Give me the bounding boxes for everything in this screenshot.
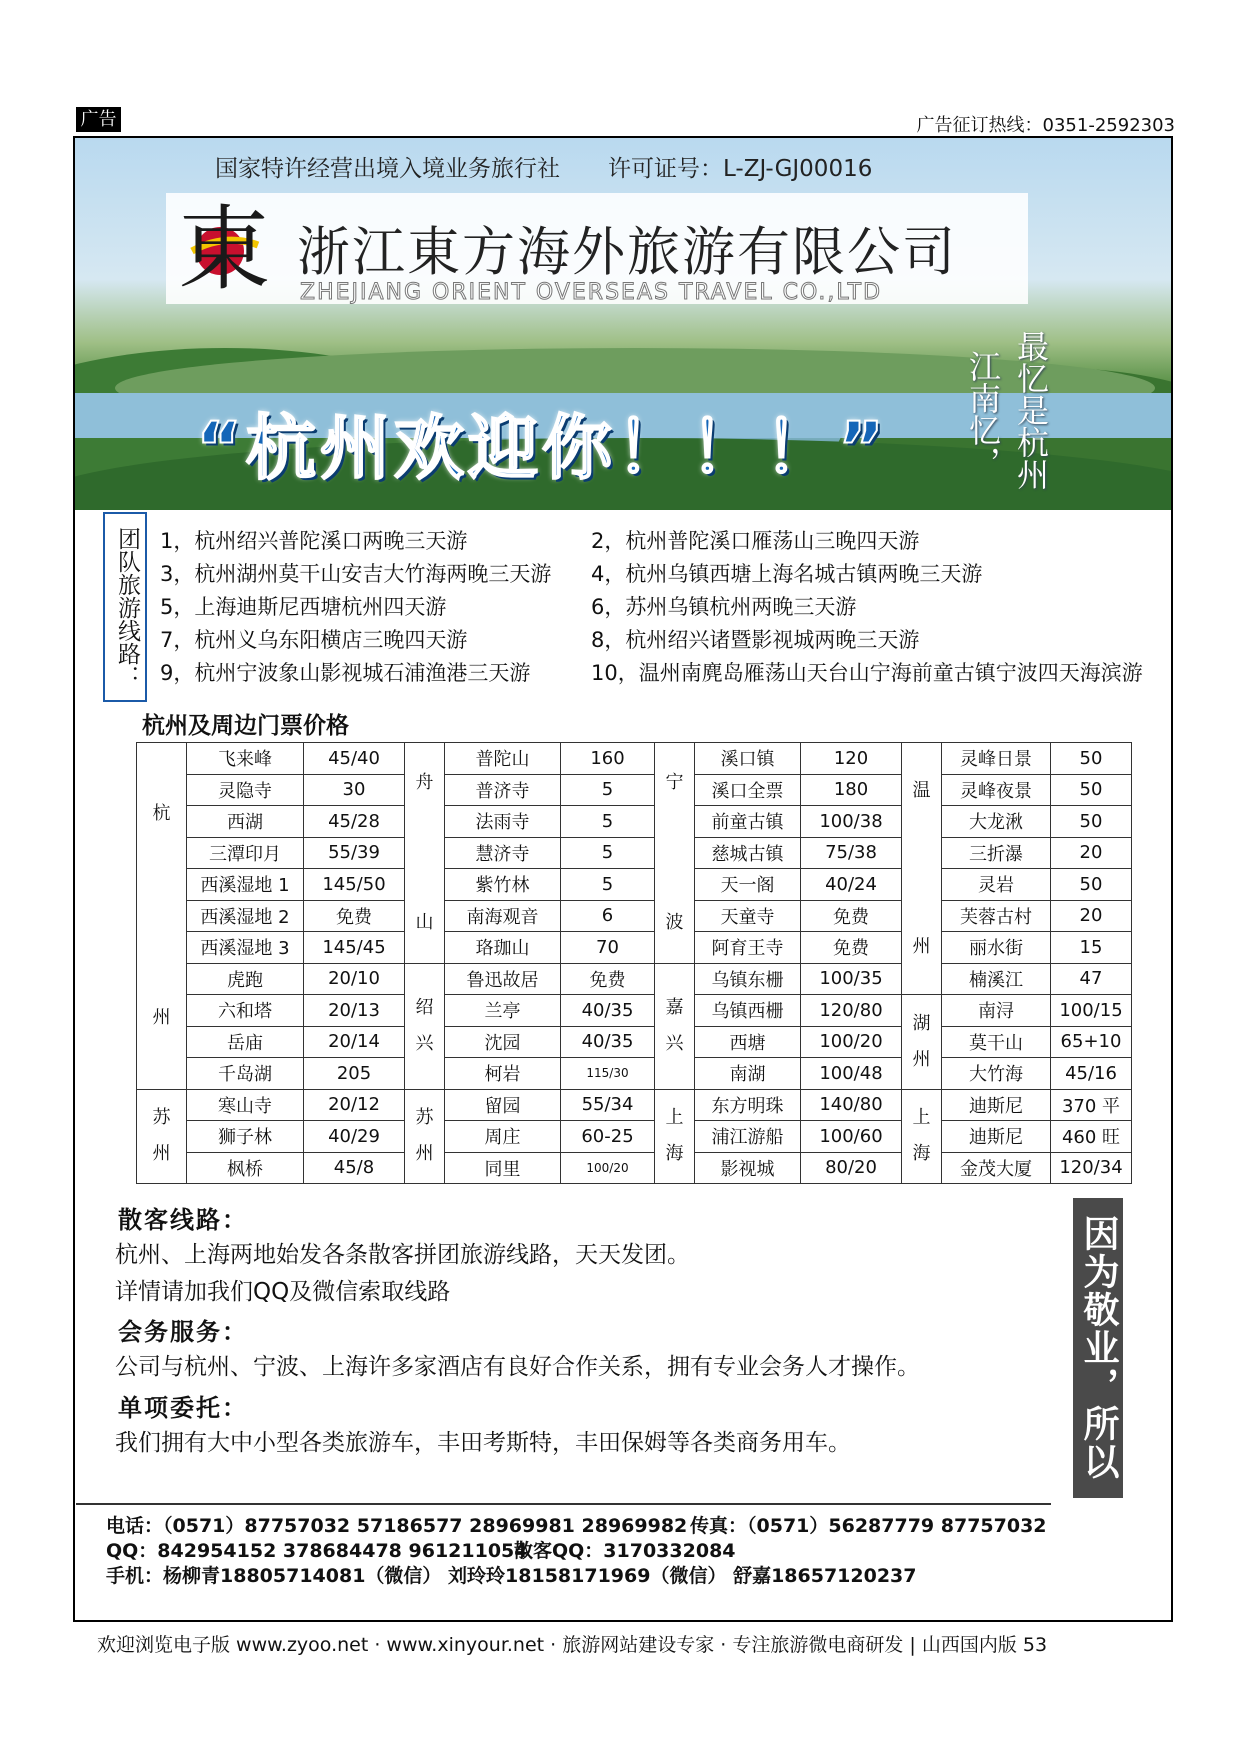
ticket-prices-title: 杭州及周边门票价格	[142, 713, 349, 739]
attraction-price: 100/60	[801, 1121, 902, 1153]
attraction-name: 莫干山	[942, 1026, 1051, 1058]
attraction-name: 枫桥	[187, 1152, 304, 1184]
attraction-name: 岳庙	[187, 1026, 304, 1058]
route-item: 2，杭州普陀溪口雁荡山三晚四天游	[591, 529, 920, 553]
attraction-name: 天一阁	[695, 869, 801, 901]
attraction-name: 南湖	[695, 1058, 801, 1090]
attraction-price: 100/38	[801, 806, 902, 838]
region-char: 苏	[415, 1107, 434, 1129]
region-char: 州	[152, 1006, 171, 1028]
contact-qq: QQ：842954152 378684478 961211054	[106, 1540, 528, 1562]
attraction-name: 留园	[445, 1089, 561, 1121]
attraction-price: 100/15	[1051, 995, 1132, 1027]
attraction-name: 迪斯尼	[942, 1121, 1051, 1153]
attraction-name: 飞来峰	[187, 743, 304, 775]
attraction-price: 47	[1051, 963, 1132, 995]
region-cell	[902, 1089, 942, 1184]
attraction-price: 145/50	[304, 869, 405, 901]
attraction-price: 60-25	[561, 1121, 655, 1153]
slogan: “杭州欢迎你！！！”	[196, 407, 889, 489]
route-item: 9，杭州宁波象山影视城石浦渔港三天游	[160, 661, 531, 685]
price-row	[137, 1089, 1132, 1121]
attraction-name: 法雨寺	[445, 806, 561, 838]
attraction-price: 80/20	[801, 1152, 902, 1184]
attraction-price: 20/12	[304, 1089, 405, 1121]
sanke-title: 散客线路：	[118, 1205, 248, 1234]
route-item: 6，苏州乌镇杭州两晚三天游	[591, 595, 857, 619]
attraction-price: 20	[1051, 837, 1132, 869]
attraction-name: 普济寺	[445, 774, 561, 806]
attraction-price: 120/80	[801, 995, 902, 1027]
attraction-name: 东方明珠	[695, 1089, 801, 1121]
attraction-name: 六和塔	[187, 995, 304, 1027]
region-char: 绍	[415, 997, 434, 1018]
route-item: 7，杭州义乌东阳横店三晚四天游	[160, 628, 468, 652]
route-item: 3，杭州湖州莫干山安吉大竹海两晚三天游	[160, 562, 552, 586]
attraction-name: 溪口全票	[695, 774, 801, 806]
attraction-price: 45/28	[304, 806, 405, 838]
attraction-price: 205	[304, 1058, 405, 1090]
attraction-price: 5	[561, 806, 655, 838]
region-char: 温	[912, 779, 931, 801]
attraction-name: 兰亭	[445, 995, 561, 1027]
ticket-price-table	[136, 742, 1132, 1184]
attraction-price: 115/30	[561, 1058, 655, 1090]
region-char: 上	[912, 1107, 931, 1129]
attraction-name: 丽水街	[942, 932, 1051, 964]
attraction-name: 西溪湿地 2	[187, 900, 304, 932]
attraction-price: 免费	[801, 900, 902, 932]
attraction-price: 45/16	[1051, 1058, 1132, 1090]
attraction-name: 金茂大厦	[942, 1152, 1051, 1184]
logo-character: 東	[177, 196, 271, 303]
attraction-price: 50	[1051, 743, 1132, 775]
attraction-price: 5	[561, 837, 655, 869]
price-row	[137, 743, 1132, 775]
company-logo-mark	[170, 193, 280, 303]
contact-phone: 电话：（0571）87757032 57186577 28969981 28969982	[106, 1515, 688, 1537]
attraction-name: 西溪湿地 1	[187, 869, 304, 901]
region-char: 宁	[665, 771, 684, 793]
attraction-name: 影视城	[695, 1152, 801, 1184]
price-row	[137, 932, 1132, 964]
region-cell	[405, 743, 445, 964]
attraction-price: 100/20	[801, 1026, 902, 1058]
attraction-name: 慧济寺	[445, 837, 561, 869]
region-char: 湖	[912, 1012, 931, 1034]
region-char: 兴	[665, 1033, 684, 1054]
ad-tag: 广告	[76, 107, 121, 132]
attraction-name: 溪口镇	[695, 743, 801, 775]
region-char: 舟	[415, 771, 434, 793]
region-char: 上	[665, 1107, 684, 1129]
huiwu-title: 会务服务：	[118, 1317, 248, 1346]
attraction-price: 5	[561, 869, 655, 901]
attraction-name: 西塘	[695, 1026, 801, 1058]
attraction-price: 20/10	[304, 963, 405, 995]
attraction-price: 20/14	[304, 1026, 405, 1058]
attraction-name: 阿育王寺	[695, 932, 801, 964]
ad-hotline: 广告征订热线：0351-2592303	[916, 115, 1175, 136]
attraction-price: 100/35	[801, 963, 902, 995]
contact-mobile: 手机：杨柳青18805714081（微信） 刘玲玲18158171969（微信） 舒嘉18657120237	[106, 1565, 917, 1587]
attraction-name: 迪斯尼	[942, 1089, 1051, 1121]
attraction-name: 浦江游船	[695, 1121, 801, 1153]
attraction-price: 160	[561, 743, 655, 775]
attraction-name: 乌镇东栅	[695, 963, 801, 995]
sanke-line: 杭州、上海两地始发各条散客拼团旅游线路，天天发团。	[115, 1242, 690, 1268]
region-char: 波	[665, 911, 684, 933]
region-cell	[655, 1089, 695, 1184]
attraction-price: 70	[561, 932, 655, 964]
attraction-name: 南浔	[942, 995, 1051, 1027]
region-cell	[137, 1089, 187, 1184]
price-row	[137, 1121, 1132, 1153]
attraction-price: 15	[1051, 932, 1132, 964]
attraction-name: 芙蓉古村	[942, 900, 1051, 932]
attraction-name: 千岛湖	[187, 1058, 304, 1090]
attraction-name: 乌镇西栅	[695, 995, 801, 1027]
region-char: 州	[152, 1143, 171, 1165]
region-char: 海	[912, 1143, 931, 1165]
attraction-price: 45/40	[304, 743, 405, 775]
attraction-price: 免费	[304, 900, 405, 932]
attraction-price: 460 旺	[1051, 1121, 1132, 1153]
attraction-name: 周庄	[445, 1121, 561, 1153]
contact-fax: 传真：（0571）56287779 87757032	[690, 1515, 1047, 1537]
attraction-price: 75/38	[801, 837, 902, 869]
license-agency: 国家特许经营出境入境业务旅行社	[215, 156, 560, 182]
attraction-price: 145/45	[304, 932, 405, 964]
attraction-price: 免费	[801, 932, 902, 964]
attraction-name: 三潭印月	[187, 837, 304, 869]
license-line	[215, 150, 920, 183]
region-cell	[902, 743, 942, 995]
price-row	[137, 869, 1132, 901]
poem-column-2: 最忆是杭州	[1012, 330, 1050, 490]
attraction-price: 40/35	[561, 1026, 655, 1058]
price-row	[137, 1026, 1132, 1058]
attraction-price: 20/13	[304, 995, 405, 1027]
attraction-price: 20	[1051, 900, 1132, 932]
attraction-name: 鲁迅故居	[445, 963, 561, 995]
price-row	[137, 837, 1132, 869]
attraction-name: 柯岩	[445, 1058, 561, 1090]
price-row	[137, 1152, 1132, 1184]
attraction-price: 120/34	[1051, 1152, 1132, 1184]
huiwu-line: 公司与杭州、宁波、上海许多家酒店有良好合作关系，拥有专业会务人才操作。	[115, 1354, 920, 1380]
calligraphy-poem	[960, 330, 1070, 500]
region-cell	[655, 963, 695, 1089]
region-char: 海	[665, 1143, 684, 1165]
attraction-price: 100/48	[801, 1058, 902, 1090]
attraction-name: 慈城古镇	[695, 837, 801, 869]
attraction-name: 大竹海	[942, 1058, 1051, 1090]
attraction-name: 灵岩	[942, 869, 1051, 901]
danxiang-line: 我们拥有大中小型各类旅游车，丰田考斯特，丰田保姆等各类商务用车。	[115, 1430, 851, 1456]
attraction-name: 西湖	[187, 806, 304, 838]
attraction-price: 100/20	[561, 1152, 655, 1184]
attraction-price: 40/24	[801, 869, 902, 901]
attraction-price: 50	[1051, 869, 1132, 901]
attraction-name: 寒山寺	[187, 1089, 304, 1121]
attraction-price: 180	[801, 774, 902, 806]
group-routes-label: 团队旅游线路：	[103, 512, 147, 702]
attraction-price: 370 平	[1051, 1089, 1132, 1121]
price-row	[137, 900, 1132, 932]
region-char: 州	[912, 1048, 931, 1070]
attraction-name: 狮子林	[187, 1121, 304, 1153]
route-item: 1，杭州绍兴普陀溪口两晚三天游	[160, 529, 468, 553]
attraction-price: 120	[801, 743, 902, 775]
region-char: 苏	[152, 1107, 171, 1129]
region-char: 山	[415, 911, 434, 933]
attraction-price: 55/34	[561, 1089, 655, 1121]
attraction-price: 45/8	[304, 1152, 405, 1184]
attraction-price: 5	[561, 774, 655, 806]
license-number: 许可证号：L-ZJ-GJ00016	[608, 156, 873, 182]
attraction-price: 40/29	[304, 1121, 405, 1153]
price-row	[137, 774, 1132, 806]
attraction-price: 30	[304, 774, 405, 806]
attraction-name: 灵隐寺	[187, 774, 304, 806]
attraction-name: 珞珈山	[445, 932, 561, 964]
price-row	[137, 806, 1132, 838]
attraction-name: 灵峰夜景	[942, 774, 1051, 806]
attraction-name: 灵峰日景	[942, 743, 1051, 775]
attraction-name: 虎跑	[187, 963, 304, 995]
attraction-price: 50	[1051, 774, 1132, 806]
price-row	[137, 1058, 1132, 1090]
attraction-name: 天童寺	[695, 900, 801, 932]
attraction-name: 沈园	[445, 1026, 561, 1058]
page-footer: 欢迎浏览电子版 www.zyoo.net · www.xinyour.net · 旅游网站建设专家 · 专注旅游微电商研发 | 山西国内版 53	[97, 1634, 1048, 1656]
route-item: 10，温州南麂岛雁荡山天台山宁海前童古镇宁波四天海滨游	[591, 661, 1143, 685]
attraction-price: 50	[1051, 806, 1132, 838]
attraction-name: 普陀山	[445, 743, 561, 775]
motto-badge: 因为敬业，所以专业。	[1073, 1198, 1123, 1498]
company-name: 浙江東方海外旅游有限公司	[297, 222, 957, 283]
company-name-english: ZHEJIANG ORIENT OVERSEAS TRAVEL CO.,LTD	[300, 280, 883, 305]
attraction-price: 免费	[561, 963, 655, 995]
route-item: 5，上海迪斯尼西塘杭州四天游	[160, 595, 447, 619]
divider	[76, 1503, 1051, 1505]
region-cell	[405, 1089, 445, 1184]
region-cell	[902, 995, 942, 1090]
attraction-name: 西溪湿地 3	[187, 932, 304, 964]
region-char: 州	[912, 935, 931, 957]
danxiang-title: 单项委托：	[118, 1393, 248, 1422]
route-item: 8，杭州绍兴诸暨影视城两晚三天游	[591, 628, 920, 652]
attraction-name: 南海观音	[445, 900, 561, 932]
region-char: 州	[415, 1143, 434, 1165]
attraction-price: 55/39	[304, 837, 405, 869]
region-char: 兴	[415, 1033, 434, 1054]
price-row	[137, 963, 1132, 995]
attraction-name: 楠溪江	[942, 963, 1051, 995]
attraction-price: 6	[561, 900, 655, 932]
price-row	[137, 995, 1132, 1027]
region-cell	[405, 963, 445, 1089]
route-item: 4，杭州乌镇西塘上海名城古镇两晚三天游	[591, 562, 983, 586]
attraction-name: 同里	[445, 1152, 561, 1184]
attraction-name: 三折瀑	[942, 837, 1051, 869]
attraction-price: 140/80	[801, 1089, 902, 1121]
region-cell	[655, 743, 695, 964]
attraction-price: 40/35	[561, 995, 655, 1027]
region-char: 嘉	[665, 997, 684, 1018]
attraction-name: 前童古镇	[695, 806, 801, 838]
attraction-name: 大龙湫	[942, 806, 1051, 838]
contact-sanke-qq: 散客QQ：3170332084	[514, 1540, 736, 1562]
sanke-line: 详情请加我们QQ及微信索取线路	[115, 1279, 451, 1305]
attraction-name: 紫竹林	[445, 869, 561, 901]
region-cell	[137, 743, 187, 1090]
attraction-price: 65+10	[1051, 1026, 1132, 1058]
poem-column-1: 江南忆，	[964, 350, 1002, 478]
region-char: 杭	[152, 802, 171, 824]
